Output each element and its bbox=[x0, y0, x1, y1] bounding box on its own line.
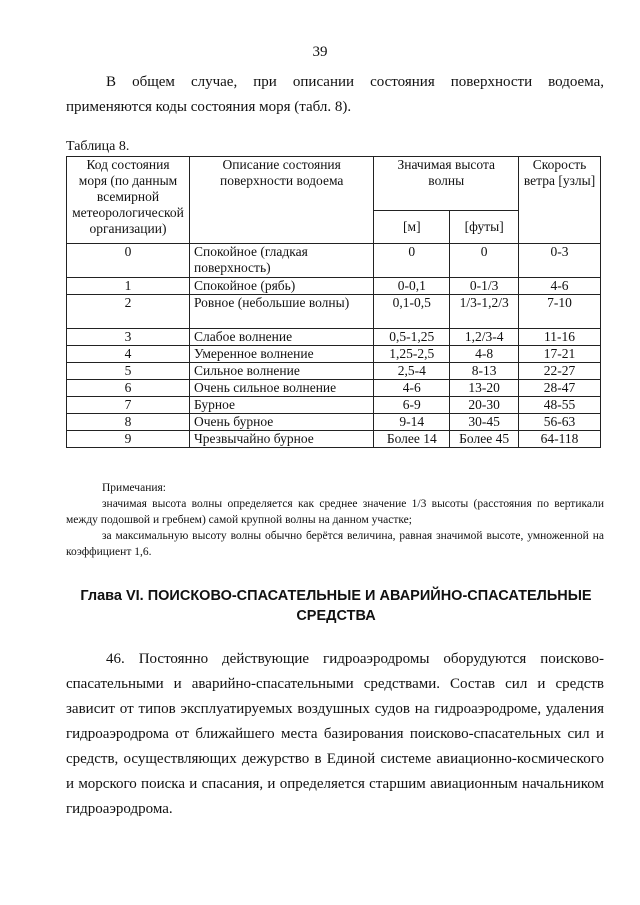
row-code: 1 bbox=[67, 278, 190, 295]
row-wind: 0-3 bbox=[519, 244, 601, 278]
table-caption: Таблица 8. bbox=[66, 139, 130, 154]
row-code: 2 bbox=[67, 295, 190, 329]
row-wind: 28-47 bbox=[519, 380, 601, 397]
row-feet: 20-30 bbox=[450, 397, 519, 414]
row-wind: 7-10 bbox=[519, 295, 601, 329]
row-code: 7 bbox=[67, 397, 190, 414]
row-wind: 48-55 bbox=[519, 397, 601, 414]
row-wind: 56-63 bbox=[519, 414, 601, 431]
note-item: за максимальную высоту волны обычно берётся величина, равная значимой высоте, умноженной на коэффициент 1,6. bbox=[66, 530, 604, 558]
table-row bbox=[67, 363, 601, 380]
row-meters: 4-6 bbox=[374, 380, 450, 397]
row-feet: 30-45 bbox=[450, 414, 519, 431]
table-body bbox=[67, 244, 601, 448]
row-code: 8 bbox=[67, 414, 190, 431]
row-wind: 17-21 bbox=[519, 346, 601, 363]
row-meters: 0 bbox=[374, 244, 450, 278]
header-wave-height: Значимая высота волны bbox=[374, 157, 519, 211]
row-feet: 13-20 bbox=[450, 380, 519, 397]
row-feet: 1,2/3-4 bbox=[450, 329, 519, 346]
row-description: Ровное (небольшие волны) bbox=[189, 295, 373, 329]
header-description: Описание состояния поверхности водоема bbox=[189, 157, 373, 244]
row-code: 5 bbox=[67, 363, 190, 380]
table-row bbox=[67, 278, 601, 295]
row-meters: 0,5-1,25 bbox=[374, 329, 450, 346]
row-meters: 1,25-2,5 bbox=[374, 346, 450, 363]
table-row bbox=[67, 329, 601, 346]
table-row bbox=[67, 346, 601, 363]
table-row bbox=[67, 380, 601, 397]
row-wind: 64-118 bbox=[519, 431, 601, 448]
row-meters: 6-9 bbox=[374, 397, 450, 414]
row-description: Сильное волнение bbox=[189, 363, 373, 380]
chapter-title: Глава VI. ПОИСКОВО-СПАСАТЕЛЬНЫЕ И АВАРИЙНО-СПАСАТЕЛЬНЫЕ СРЕДСТВА bbox=[80, 588, 592, 624]
row-meters: 9-14 bbox=[374, 414, 450, 431]
row-code: 0 bbox=[67, 244, 190, 278]
sea-state-table bbox=[66, 156, 601, 448]
row-wind: 4-6 bbox=[519, 278, 601, 295]
row-description: Очень бурное bbox=[189, 414, 373, 431]
row-feet: 4-8 bbox=[450, 346, 519, 363]
table-row bbox=[67, 431, 601, 448]
row-code: 9 bbox=[67, 431, 190, 448]
row-description: Спокойное (рябь) bbox=[189, 278, 373, 295]
row-code: 6 bbox=[67, 380, 190, 397]
note-item: значимая высота волны определяется как среднее значение 1/3 высоты (расстояния по вертикали между подошвой и гребнем) самой крупной волны на данном участке; bbox=[66, 498, 604, 526]
row-wind: 22-27 bbox=[519, 363, 601, 380]
table-row bbox=[67, 295, 601, 329]
page-number: 39 bbox=[312, 44, 328, 60]
header-wind-speed: Скорость ветра [узлы] bbox=[519, 157, 601, 244]
row-meters: 0-0,1 bbox=[374, 278, 450, 295]
row-description: Слабое волнение bbox=[189, 329, 373, 346]
row-code: 3 bbox=[67, 329, 190, 346]
row-description: Спокойное (гладкая поверхность) bbox=[189, 244, 373, 278]
intro-paragraph: В общем случае, при описании состояния поверхности водоема, применяются коды состояния моря (табл. 8). bbox=[66, 74, 604, 115]
table-row bbox=[67, 244, 601, 278]
header-code: Код состояния моря (по данным всемирной метеорологической организации) bbox=[67, 157, 190, 244]
row-description: Чрезвычайно бурное bbox=[189, 431, 373, 448]
row-description: Бурное bbox=[189, 397, 373, 414]
table-row bbox=[67, 414, 601, 431]
row-feet: 0 bbox=[450, 244, 519, 278]
table-notes bbox=[66, 480, 604, 560]
row-meters: 0,1-0,5 bbox=[374, 295, 450, 329]
row-feet: Более 45 bbox=[450, 431, 519, 448]
table-row bbox=[67, 397, 601, 414]
row-code: 4 bbox=[67, 346, 190, 363]
row-description: Умеренное волнение bbox=[189, 346, 373, 363]
row-description: Очень сильное волнение bbox=[189, 380, 373, 397]
row-meters: Более 14 bbox=[374, 431, 450, 448]
row-feet: 1/3-1,2/3 bbox=[450, 295, 519, 329]
row-meters: 2,5-4 bbox=[374, 363, 450, 380]
paragraph-46: 46. Постоянно действующие гидроаэродромы оборудуются поисково-спасательными и аварийно-спасательными средствами. Состав сил и средств зависит от типов эксплуатируемых воздушных судов на гидроаэродроме, удаления гидроаэродрома от ближайшего места базирования поисково-спасательных сил и средств, осуществляющих дежурство в Единой системе авиационно-космического и морского поиска и спасания, и определяется старшим авиационным начальником гидроаэродрома. bbox=[66, 651, 604, 817]
header-feet: [футы] bbox=[450, 211, 519, 244]
row-feet: 8-13 bbox=[450, 363, 519, 380]
header-meters: [м] bbox=[374, 211, 450, 244]
row-feet: 0-1/3 bbox=[450, 278, 519, 295]
notes-title: Примечания: bbox=[102, 482, 166, 494]
row-wind: 11-16 bbox=[519, 329, 601, 346]
